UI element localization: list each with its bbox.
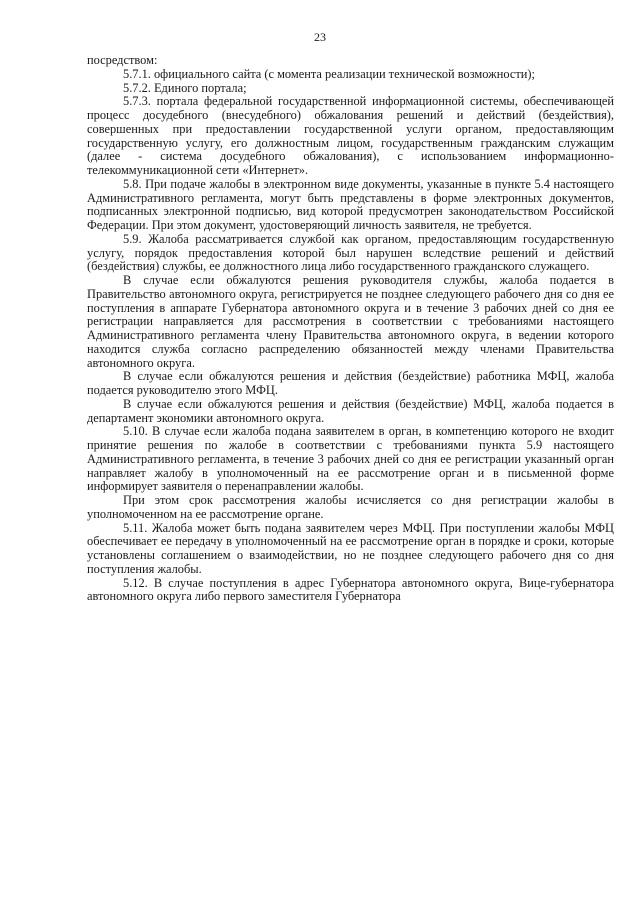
paragraph: В случае если обжалуются решения и действия (бездействие) МФЦ, жалоба подается в департамент экономики автономного округа. xyxy=(87,396,614,425)
page-number: 23 xyxy=(314,30,326,44)
paragraph: При этом срок рассмотрения жалобы исчисляется со дня регистрации жалобы в уполномоченном на ее рассмотрение органе. xyxy=(87,493,614,521)
paragraph: 5.10. В случае если жалоба подана заявителем в орган, в компетенцию которого не входит принятие решения по жалобе в соответствии с требованиями пункта 5.9 настоящего Административного регламента, в течение 3 рабочих дней со дня ее регистрации указанный орган направляет жалобу в уполномоченный на ее рассмотрение орган и в письменной форме информирует заявителя о перенаправлении жалобы. xyxy=(87,424,614,494)
paragraph: 5.7.2. Единого портала; xyxy=(123,80,247,95)
paragraph: 5.12. В случае поступления в адрес Губернатора автономного округа, Вице-губернатора автономного округа либо первого заместителя Губернатора xyxy=(87,575,614,604)
paragraph: 5.7.3. портала федеральной государственной информационной системы, обеспечивающей процесс досудебного (внесудебного) обжалования решений и действий (бездействия), совершенных при предоставлении государственной услуги органом, предоставляющим государственную услугу, его должностным лицом, государственным гражданским служащим (далее - система досудебного обжалования), с использованием информационно-телекоммуникационной сети «Интернет». xyxy=(87,94,614,177)
paragraph: посредством: xyxy=(87,53,158,67)
document-body xyxy=(87,54,614,604)
paragraph: 5.7.1. официального сайта (с момента реализации технической возможности); xyxy=(123,66,535,81)
paragraph: 5.9. Жалоба рассматривается службой как органом, предоставляющим государственную услугу, порядок предоставления которой был нарушен вследствие решений и действий (бездействия) службы, ее должностного лица либо государственного гражданского служащего. xyxy=(87,231,614,274)
paragraph: 5.11. Жалоба может быть подана заявителем через МФЦ. При поступлении жалобы МФЦ обеспечивает ее передачу в уполномоченный на ее рассмотрение орган в порядке и сроки, которые установлены соглашением о взаимодействии, но не позднее следующего рабочего дня со дня поступления жалобы. xyxy=(87,520,614,576)
paragraph: В случае если обжалуются решения и действия (бездействие) работника МФЦ, жалоба подается руководителю этого МФЦ. xyxy=(87,369,614,397)
paragraph: В случае если обжалуются решения руководителя службы, жалоба подается в Правительство автономного округа, регистрируется не позднее следующего рабочего дня со дня ее поступления в аппарате Губернатора автономного округа и в течение 3 рабочих дней со дня ее регистрации направляется для рассмотрения в соответствии с требованиями настоящего Административного регламента члену Правительства автономного округа, в ведении которого находится служба согласно распределению обязанностей между членами Правительства автономного округа. xyxy=(87,273,614,370)
paragraph: 5.8. При подаче жалобы в электронном виде документы, указанные в пункте 5.4 настоящего Административного регламента, могут быть представлены в форме электронных документов, подписанных электронной подписью, вид которой предусмотрен законодательством Российской Федерации. При этом документ, удостоверяющий личность заявителя, не требуется. xyxy=(87,176,614,232)
